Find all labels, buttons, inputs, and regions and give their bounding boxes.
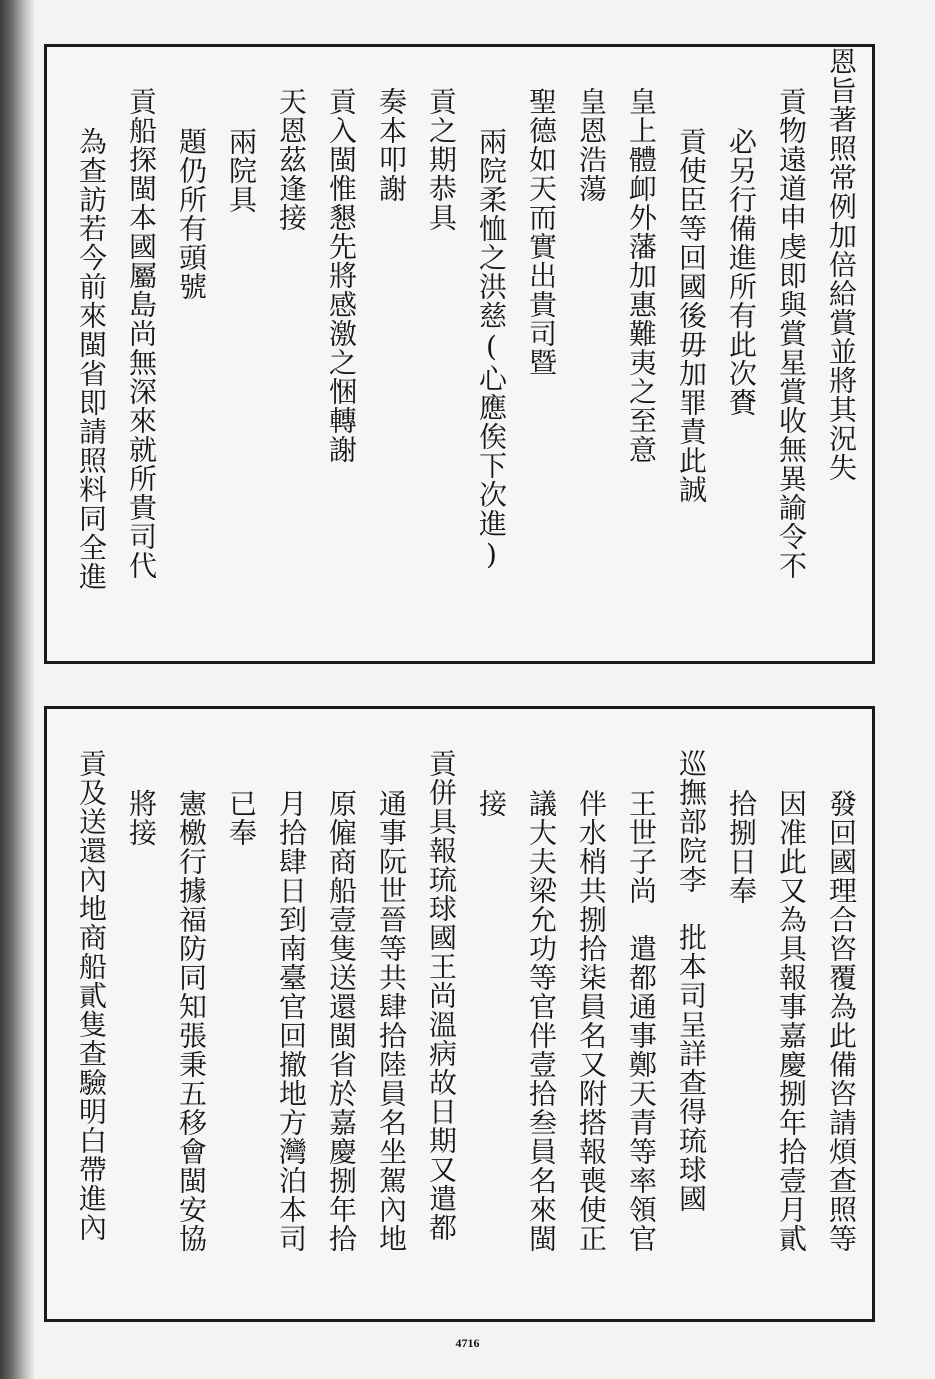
text-column: 因准此又為具報事嘉慶捌年拾壹月貳 (775, 789, 808, 1253)
text-column: 恩旨著照常例加倍給賞並將其況失 (825, 47, 858, 482)
text-column: 貢併具報琉球國王尚溫病故日期又遣都 (425, 749, 458, 1242)
text-column: 通事阮世晉等共肆拾陸員名坐駕內地 (375, 789, 408, 1253)
text-column: 原僱商船壹隻送還閩省於嘉慶捌年拾 (325, 789, 358, 1253)
text-column: 已奉 (225, 789, 258, 847)
text-column: 兩院具 (225, 127, 258, 214)
text-column: 貢及送還內地商船貳隻查驗明白帶進內 (75, 749, 108, 1242)
text-column: 貢之期恭具 (425, 87, 458, 232)
text-column: 將接 (125, 789, 158, 847)
top-page-panel (44, 44, 875, 664)
text-column: 接 (475, 789, 508, 818)
text-column: 議大夫梁允功等官伴壹拾叁員名來閩 (525, 789, 558, 1253)
text-column: 憲檄行據福防同知張秉五移會閩安協 (175, 789, 208, 1253)
text-column: 月拾肆日到南臺官回撤地方灣泊本司 (275, 789, 308, 1253)
text-column: 貢入閩惟懇先將感激之悃轉謝 (325, 87, 358, 464)
text-column: 兩院柔恤之洪慈(心應俟下次進) (475, 127, 508, 572)
text-column: 聖德如天而實出貴司暨 (525, 87, 558, 377)
text-column: 貢使臣等回國後毋加罪責此誠 (675, 127, 708, 504)
text-column: 奏本叩謝 (375, 87, 408, 203)
text-column: 巡撫部院李 批本司呈詳查得琉球國 (675, 749, 708, 1213)
text-column: 貢物遠道申虔即與賞星賞收無異諭令不 (775, 87, 808, 580)
page-number: 4716 (455, 1336, 480, 1350)
text-column: 必另行備進所有此次賚 (725, 127, 758, 417)
text-column: 為查訪若今前來閩省即請照料同全進 (75, 127, 108, 591)
text-column: 伴水梢共捌拾柒員名又附搭報喪使正 (575, 789, 608, 1253)
text-column: 題仍所有頭號 (175, 127, 208, 301)
text-column: 皇上體卹外藩加惠難夷之至意 (625, 87, 658, 464)
text-column: 皇恩浩蕩 (575, 87, 608, 203)
text-column: 天恩茲逢接 (275, 87, 308, 232)
text-column: 貢船探閩本國屬島尚無深來就所貴司代 (125, 87, 158, 580)
bottom-page-panel (44, 706, 875, 1322)
text-column: 發回國理合咨覆為此備咨請煩查照等 (825, 789, 858, 1253)
text-column: 拾捌日奉 (725, 789, 758, 905)
text-column: 王世子尚 遣都通事鄭天青等率領官 (625, 789, 658, 1253)
binding-edge (0, 0, 34, 1379)
